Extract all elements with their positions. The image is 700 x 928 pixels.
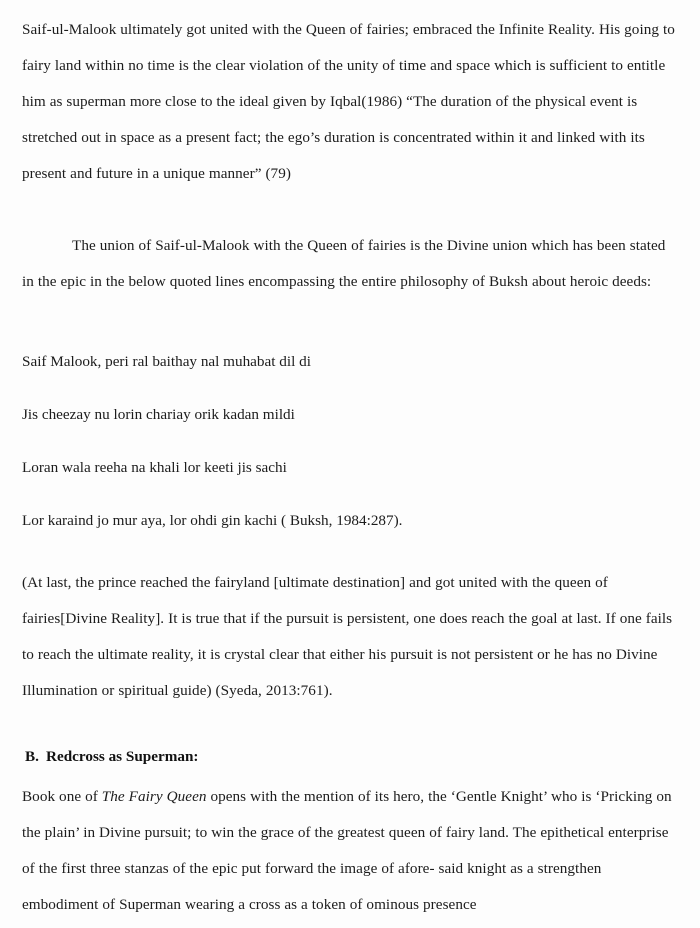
verse-quotation-block xyxy=(22,335,680,547)
section-text-before-title: Book one of xyxy=(22,788,102,805)
section-text-after-title: opens with the mention of its hero, the ‘Gentle Knight’ who is ‘Pricking on the plain’ in Divine pursuit; to win the grace of the greatest queen of fairy land. The epithetical enterprise of the first three stanzas of the epic put forward the image of afore- said knight as a strengthen embodiment of Superman wearing a cross as a token of ominous presence xyxy=(22,788,676,913)
verse-line-2: Jis cheezay nu lorin chariay orik kadan mildi xyxy=(22,406,295,423)
verse-line-4-with-citation: Lor karaind jo mur aya, lor ohdi gin kachi ( Buksh, 1984:287). xyxy=(22,512,403,529)
verse-line-1: Saif Malook, peri ral baithay nal muhabat dil di xyxy=(22,353,311,370)
section-letter-label: B. xyxy=(25,748,39,765)
section-heading-text: Redcross as Superman: xyxy=(46,748,199,765)
verse-line-3: Loran wala reeha na khali lor keeti jis sachi xyxy=(22,459,287,476)
book-title-italic: The Fairy Queen xyxy=(101,788,207,805)
text-column xyxy=(22,0,680,923)
section-heading-b xyxy=(22,742,680,772)
section-body-paragraph xyxy=(22,779,680,923)
body-paragraph-1: Saif-ul-Malook ultimately got united with the Queen of fairies; embraced the Infinite Reality. His going to fairy land within no time is the clear violation of the unity of time and space which is sufficient to entitle him as superman more close to the ideal given by Iqbal(1986) “The duration of the physical event is stretched out in space as a present fact; the ego’s duration is concentrated within it and linked with its present and future in a unique manner” (79) xyxy=(22,21,675,182)
body-paragraph-2: The union of Saif-ul-Malook with the Queen of fairies is the Divine union which has been stated in the epic in the below quoted lines encompassing the entire philosophy of Buksh about heroic deeds: xyxy=(22,237,666,290)
body-paragraph-3-translation: (At last, the prince reached the fairyland [ultimate destination] and got united with the queen of fairies[Divine Reality]. It is true that if the pursuit is persistent, one does reach the goal at last. If one fails to reach the ultimate reality, it is crystal clear that either his pursuit is not persistent or he has no Divine Illumination or spiritual guide) (Syeda, 2013:761). xyxy=(22,574,673,699)
